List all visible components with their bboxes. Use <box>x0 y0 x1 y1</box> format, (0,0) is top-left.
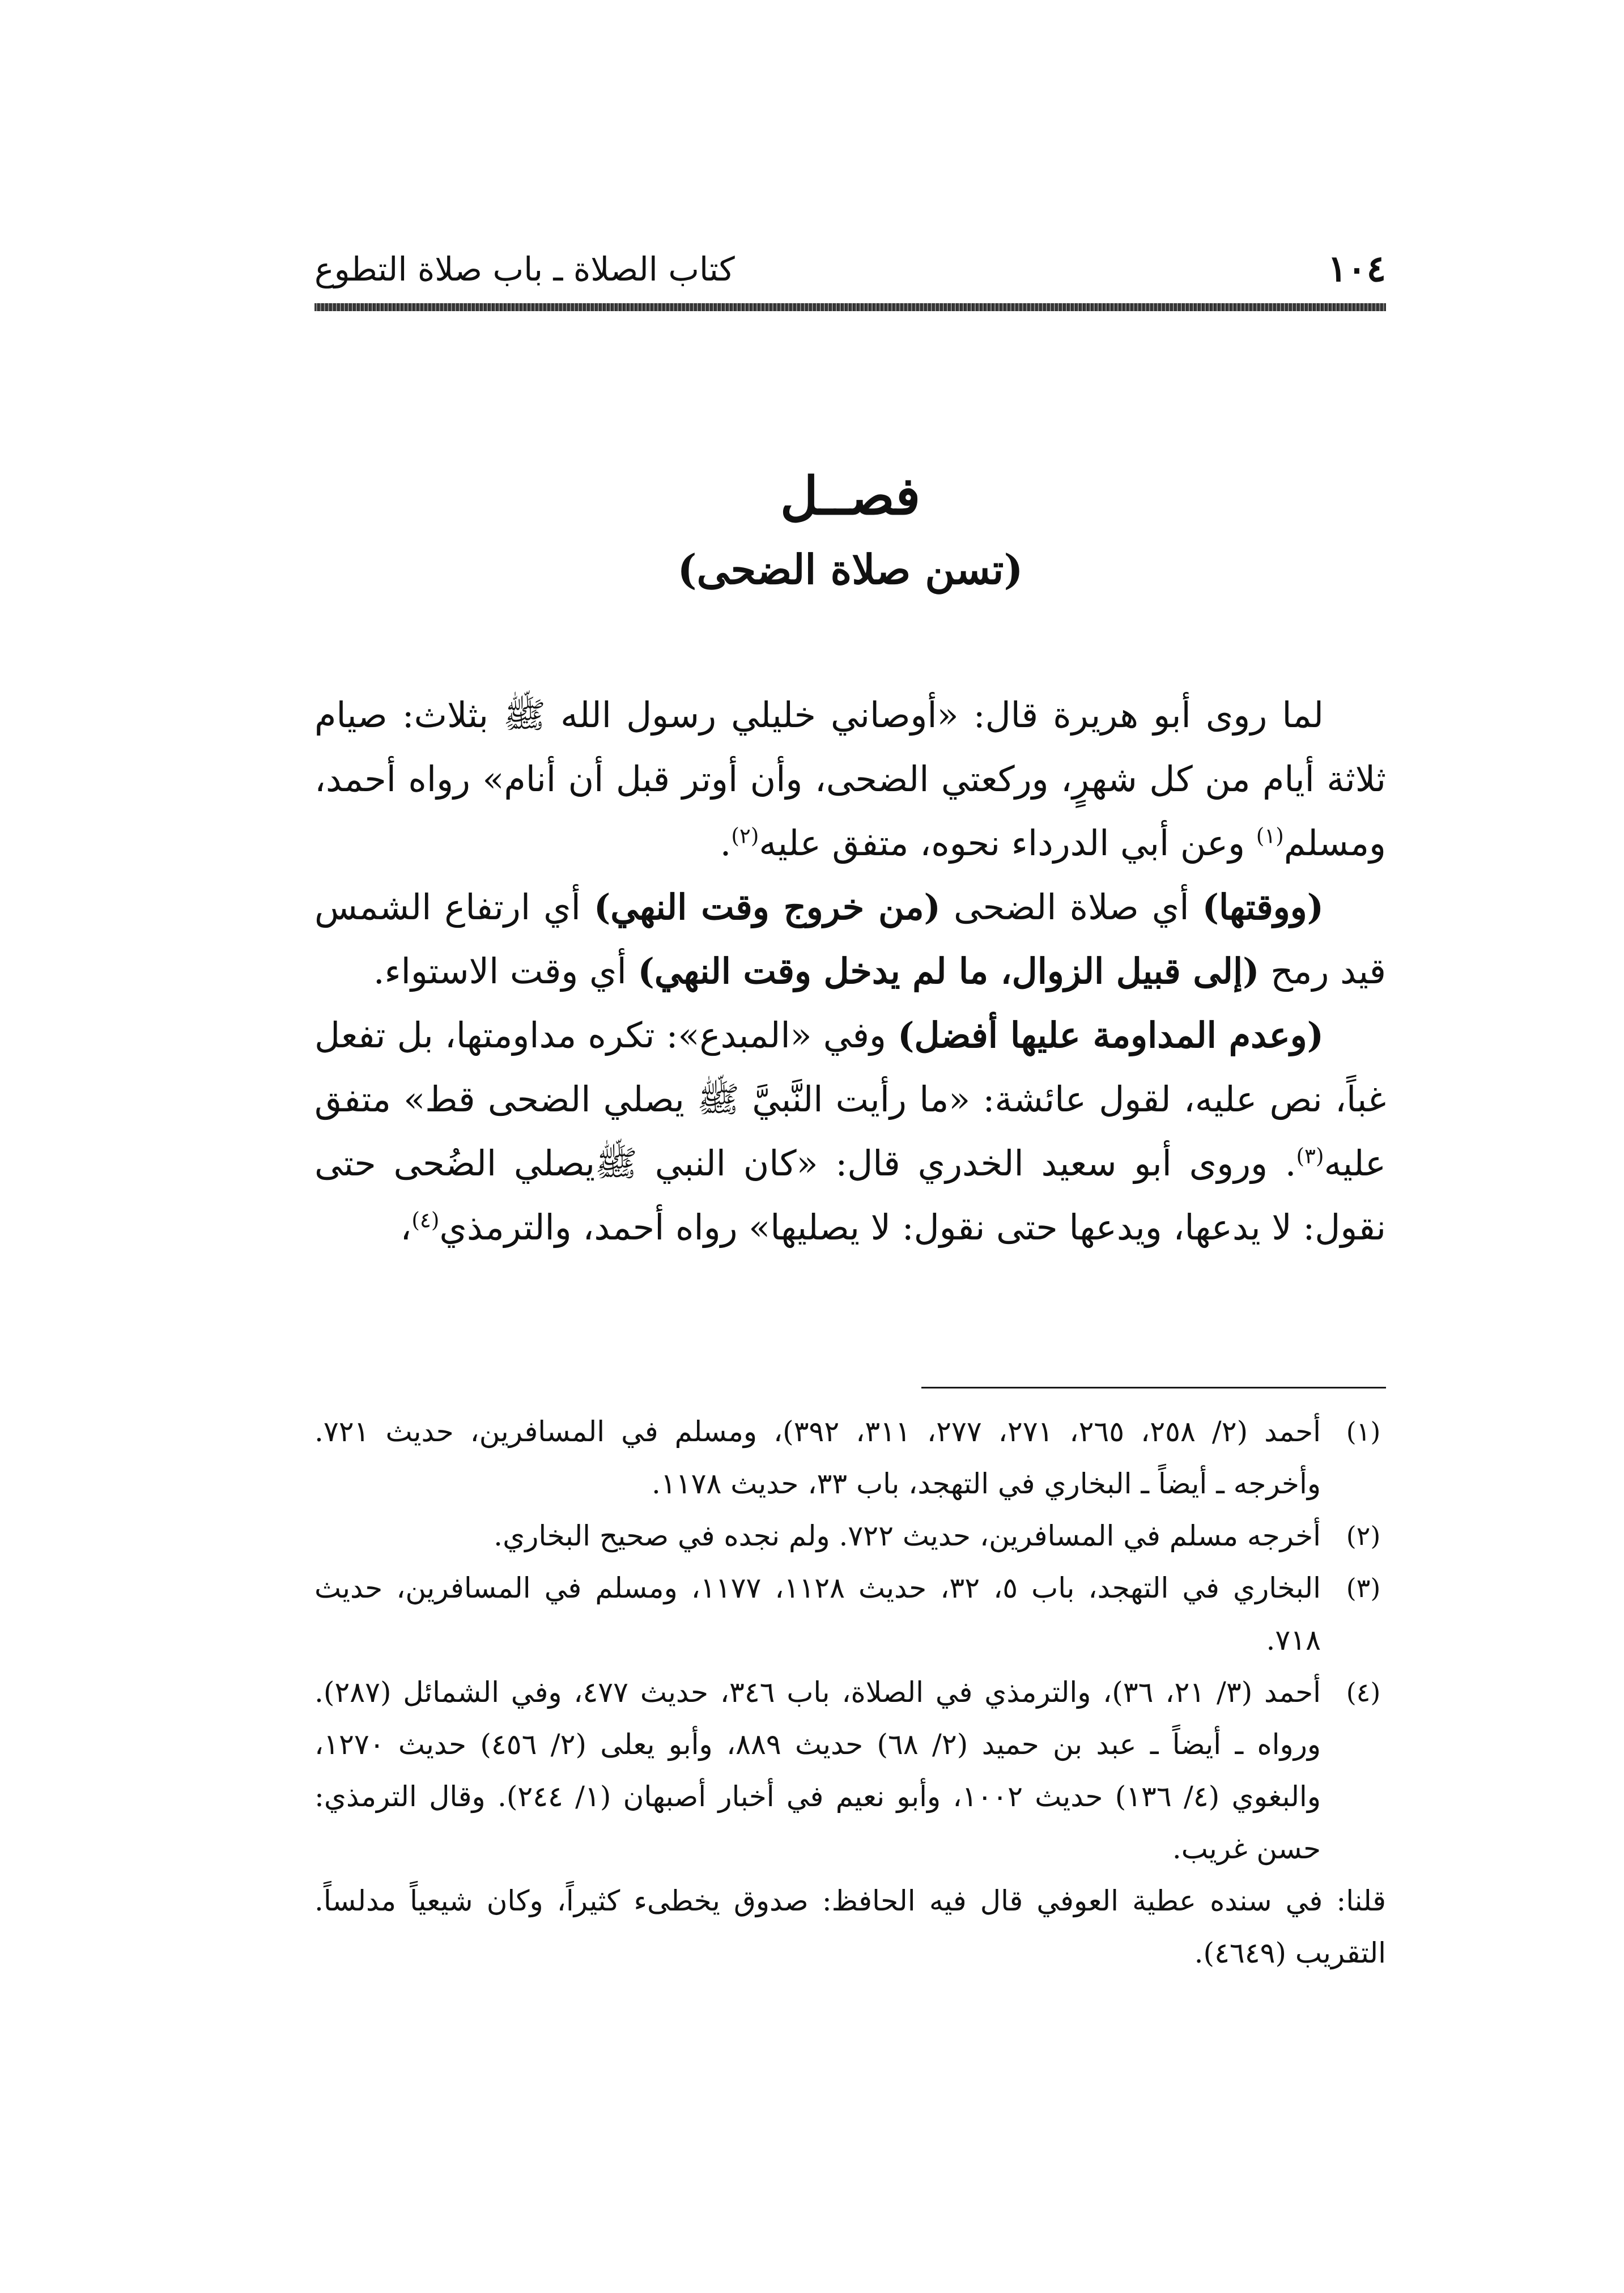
footnote-3 <box>314 1562 1386 1666</box>
footnote-2 <box>314 1510 1386 1562</box>
matn-text: (من خروج وقت النهي) <box>593 886 941 928</box>
footnotes <box>314 1405 1386 1979</box>
running-header <box>314 244 1386 295</box>
footnote-ref-2[interactable]: (٢) <box>731 823 759 848</box>
footnote-text: أخرجه مسلم في المسافرين، حديث ٧٢٢. ولم نجده في صحيح البخاري. <box>494 1519 1321 1552</box>
paragraph-text: أي صلاة الضحى <box>940 886 1202 928</box>
paragraph-1 <box>314 683 1386 875</box>
paragraph-3 <box>314 1003 1386 1259</box>
footnote-text: أحمد (٢/ ٢٥٨، ٢٦٥، ٢٧١، ٢٧٧، ٣١١، ٣٩٢)، ومسلم في المسافرين، حديث ٧٢١. وأخرجه ـ أيضاً ـ البخاري في التهجد، باب ٣٣، حديث ١١٧٨. <box>314 1415 1321 1500</box>
footnote-ref-4[interactable]: (٤) <box>411 1207 440 1233</box>
paragraph-text: وعن أبي الدرداء نحوه، متفق عليه <box>759 822 1256 864</box>
footnote-number: (٣) <box>1346 1573 1381 1603</box>
paragraph-text: . <box>720 822 732 864</box>
footnote-text: أحمد (٣/ ٢١، ٣٦)، والترمذي في الصلاة، باب ٣٤٦، حديث ٤٧٧، وفي الشمائل (٢٨٧). ورواه ـ أيضاً ـ عبد بن حميد (٢/ ٦٨) حديث ٨٨٩، وأبو يعلى (٢/ ٤٥٦) حديث ١٢٧٠، والبغوي (٤/ ١٣٦) حديث ١٠٠٢، وأبو نعيم في أخبار أصبهان (١/ ٢٤٤). وقال الترمذي: حسن غريب. <box>314 1676 1321 1865</box>
paragraph-text: ، <box>400 1207 412 1248</box>
main-text <box>314 683 1386 1259</box>
matn-text: (إلى قبيل الزوال، ما لم يدخل وقت النهي) <box>637 950 1260 992</box>
page-number: ١٠٤ <box>1327 248 1386 290</box>
section-heading: فصــل <box>780 465 921 526</box>
footnote-editor-note: قلنا: في سنده عطية العوفي قال فيه الحافظ: صدوق يخطىء كثيراً، وكان شيعياً مدلساً. التقريب (٤٦٤٩). <box>314 1884 1386 1969</box>
matn-text: (ووقتها) <box>1202 886 1324 928</box>
footnote-1 <box>314 1405 1386 1510</box>
footnote-ref-3[interactable]: (٣) <box>1296 1143 1324 1169</box>
footnote-4 <box>314 1666 1386 1875</box>
paragraph-2 <box>314 875 1386 1003</box>
paragraph-text: . وروى أبو سعيد الخدري قال: «كان النبي ﷺيصلي الضُحى حتى نقول: لا يدعها، ويدعها حتى نقول: لا يصليها» رواه أحمد، والترمذي <box>314 1143 1386 1248</box>
footnote-number: (٤) <box>1346 1677 1381 1708</box>
footnote-ref-1[interactable]: (١) <box>1256 823 1284 848</box>
section-subheading: (تسن صلاة الضحى) <box>677 545 1023 593</box>
paragraph-text: أي ارتفاع الشمس قيد رمح <box>314 886 1386 992</box>
paragraph-text: أي وقت الاستواء. <box>373 950 638 992</box>
paragraph-text: وفي «المبدع»: تكره مداومتها، بل تفعل غباً، نص عليه، لقول عائشة: «ما رأيت النَّبيَّ ﷺ يصلي الضحى قط» متفق عليه <box>314 1014 1386 1184</box>
footnote-number: (١) <box>1346 1416 1381 1447</box>
footnote-text: البخاري في التهجد، باب ٥، ٣٢، حديث ١١٢٨، ١١٧٧، ومسلم في المسافرين، حديث ٧١٨. <box>314 1572 1321 1657</box>
matn-text: (وعدم المداومة عليها أفضل) <box>898 1014 1324 1056</box>
header-divider <box>314 303 1386 311</box>
footnote-number: (٢) <box>1346 1521 1381 1551</box>
footnote-divider <box>921 1387 1386 1388</box>
book-title: كتاب الصلاة ـ باب صلاة التطوع <box>314 250 735 288</box>
paragraph-text: لما روى أبو هريرة قال: «أوصاني خليلي رسول الله ﷺ بثلاث: صيام ثلاثة أيام من كل شهرٍ، وركعتي الضحى، وأن أوتر قبل أن أنام» رواه أحمد، ومسلم <box>314 694 1387 864</box>
